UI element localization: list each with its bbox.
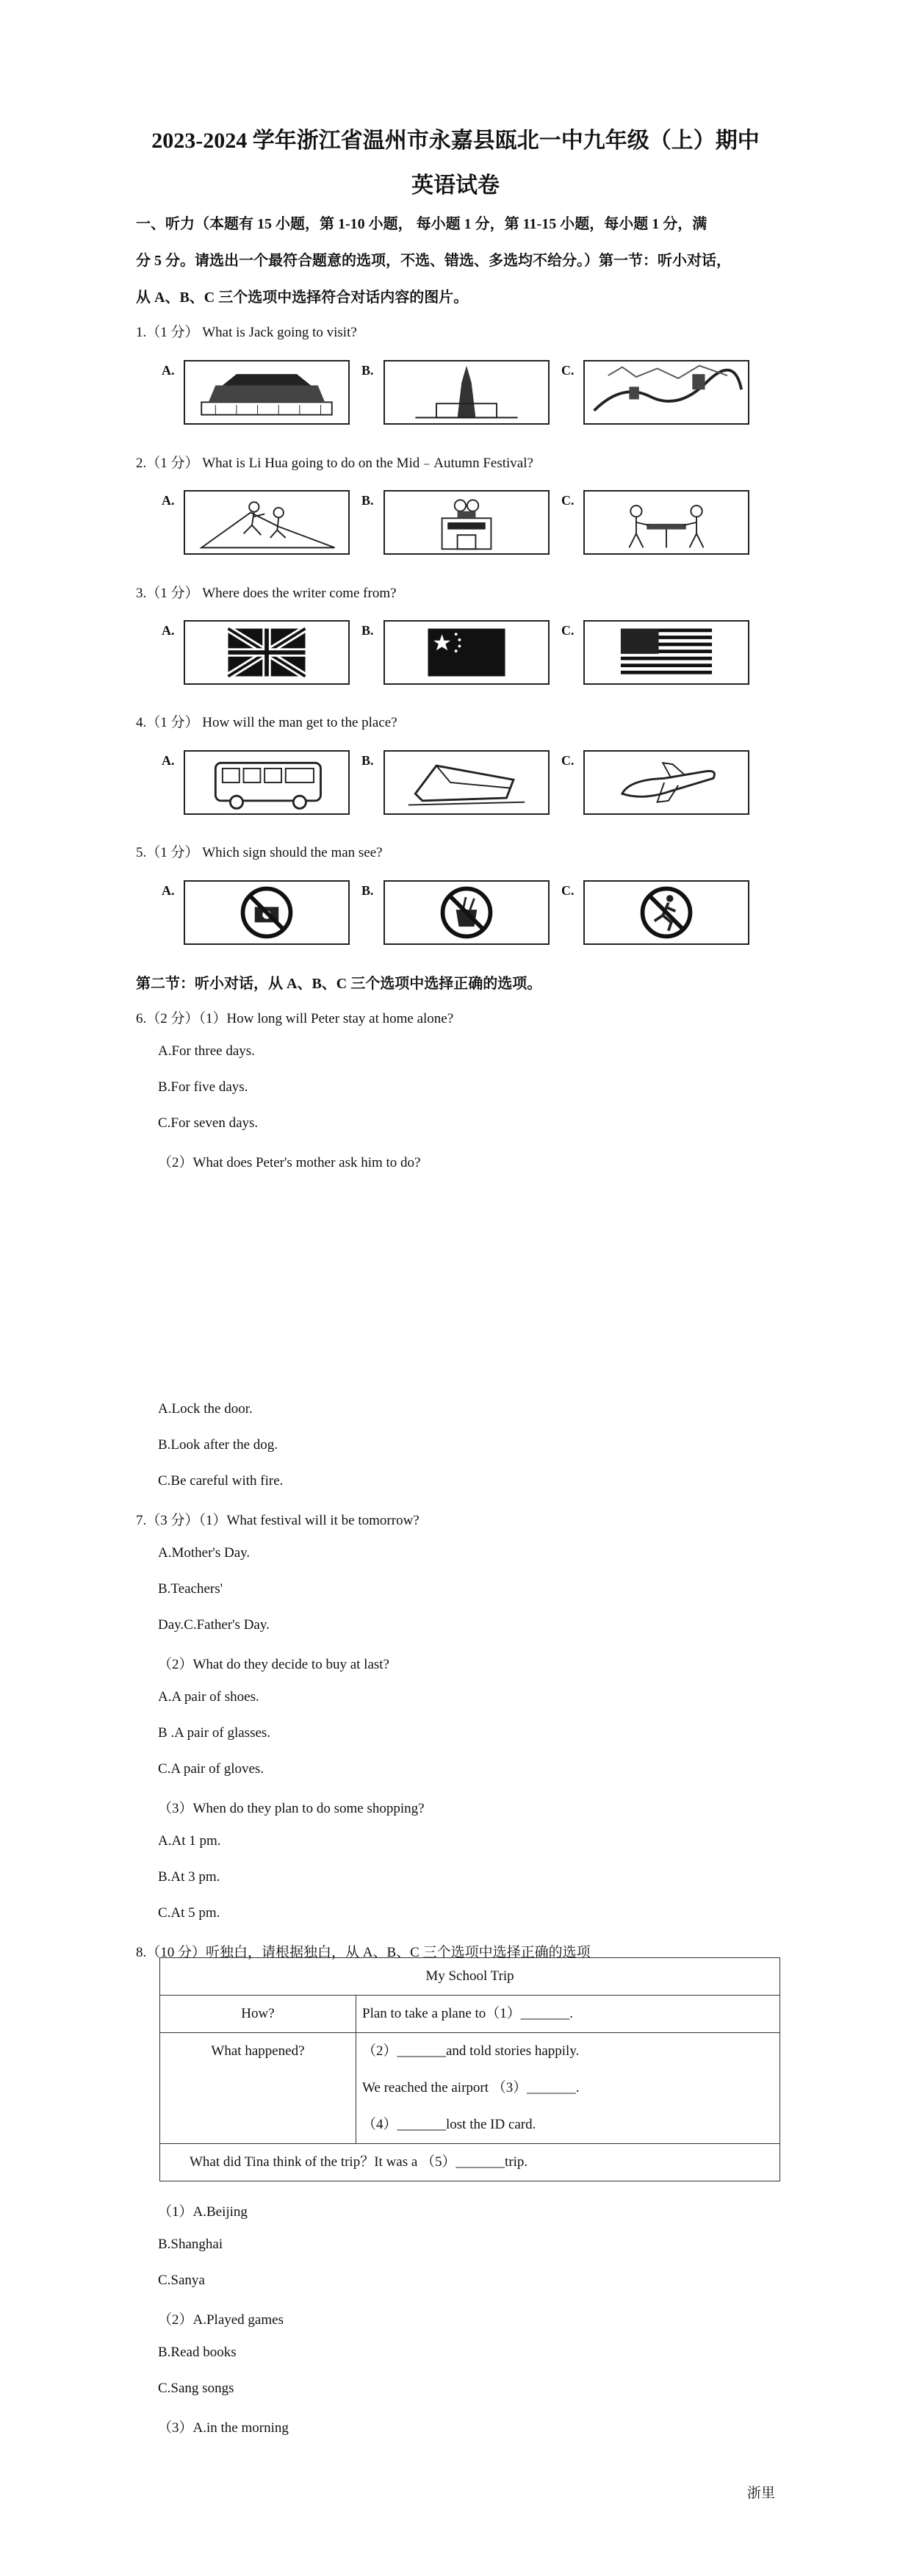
question-5: 5.（1 分） Which sign should the man see? (136, 845, 383, 860)
table-value-cell (356, 2033, 780, 2144)
option-c[interactable] (561, 614, 749, 685)
question-6-2-option-c[interactable]: C.Be careful with fire. (158, 1473, 284, 1489)
uk-flag-icon (184, 620, 350, 685)
option-label: A. (162, 753, 175, 768)
option-c[interactable] (561, 744, 749, 815)
question-7-2-option-b[interactable]: B .A pair of glasses. (158, 1725, 271, 1741)
no-running-icon (583, 880, 749, 945)
option-label: C. (561, 753, 575, 768)
think-line: What did Tina think of the trip？It was a （5）_______trip. (190, 2154, 528, 2170)
question-4: 4.（1 分） How will the man get to the place? (136, 715, 397, 730)
question-6-sub-2: （2）What does Peter's mother ask him to do? (158, 1155, 421, 1170)
table-title: My School Trip (425, 1968, 514, 1984)
question-1-options (162, 354, 749, 425)
happened-line: （2）_______and told stories happily. (362, 2043, 580, 2059)
question-2: 2.（1 分） What is Li Hua going to do on the Mid﹣Autumn Festival? (136, 456, 533, 471)
question-7-3-option-c[interactable]: C.At 5 pm. (158, 1905, 220, 1921)
option-label: C. (561, 363, 575, 378)
option-b[interactable] (361, 484, 550, 555)
section1-instruction (136, 206, 731, 316)
page-footer: 浙里 (746, 2486, 775, 2501)
option-label: A. (162, 363, 175, 378)
answer-option[interactable]: （2）A.Played games (158, 2312, 284, 2328)
option-label: B. (361, 883, 374, 898)
section2-instruction: 第二节：听小对话，从 A、B、C 三个选项中选择正确的选项。 (136, 976, 542, 992)
table-think-cell (160, 2144, 780, 2181)
question-3: 3.（1 分） Where does the writer come from? (136, 586, 397, 601)
option-label: B. (361, 363, 374, 378)
option-b[interactable] (361, 874, 550, 945)
no-photo-icon (184, 880, 350, 945)
great-wall-icon (583, 360, 749, 425)
question-7-sub-3: （3）When do they plan to do some shopping? (158, 1801, 425, 1816)
question-6-2-option-b[interactable]: B.Look after the dog. (158, 1437, 278, 1453)
question-7-2-option-c[interactable]: C.A pair of gloves. (158, 1761, 264, 1777)
option-c[interactable] (561, 874, 749, 945)
option-label: B. (361, 753, 374, 768)
question-7-option-c[interactable]: Day.C.Father's Day. (158, 1617, 270, 1633)
tower-icon (384, 360, 550, 425)
answer-option[interactable]: B.Read books (158, 2345, 237, 2360)
question-8: 8.（10 分）听独白，请根据独白，从 A、B、C 三个选项中选择正确的选项 (136, 1945, 591, 1960)
instruction-line: 从 A、B、C 三个选项中选择符合对话内容的图片。 (136, 289, 469, 306)
china-flag-icon (384, 620, 550, 685)
table-label-cell (160, 1996, 356, 2033)
option-a[interactable] (162, 744, 350, 815)
option-a[interactable] (162, 874, 350, 945)
table-label-cell (160, 2033, 356, 2144)
option-a[interactable] (162, 354, 350, 425)
option-label: A. (162, 493, 175, 508)
table-title-cell (160, 1958, 780, 1996)
option-a[interactable] (162, 614, 350, 685)
instruction-line: 分 5 分。请选出一个最符合题意的选项，不选、错选、多选均不给分。）第一节：听小对话， (136, 253, 731, 269)
option-c[interactable] (561, 354, 749, 425)
chess-icon (583, 490, 749, 555)
climbing-icon (184, 490, 350, 555)
option-label: B. (361, 493, 374, 508)
question-7-3-option-a[interactable]: A.At 1 pm. (158, 1833, 221, 1849)
us-flag-icon (583, 620, 749, 685)
option-b[interactable] (361, 354, 550, 425)
answer-option[interactable]: B.Shanghai (158, 2237, 223, 2252)
happened-label: What happened? (211, 2043, 305, 2059)
how-label: How? (241, 2006, 275, 2021)
question-6-2-option-a[interactable]: A.Lock the door. (158, 1401, 253, 1417)
question-2-options (162, 484, 749, 555)
option-label: C. (561, 493, 575, 508)
question-7-3-option-b[interactable]: B.At 3 pm. (158, 1869, 220, 1885)
train-icon (384, 750, 550, 815)
question-4-options (162, 744, 749, 815)
option-label: C. (561, 623, 575, 638)
question-7-2-option-a[interactable]: A.A pair of shoes. (158, 1689, 259, 1705)
question-6-option-b[interactable]: B.For five days. (158, 1079, 248, 1095)
cinema-icon (384, 490, 550, 555)
page-subtitle: 英语试卷 (411, 173, 500, 198)
option-b[interactable] (361, 744, 550, 815)
happened-line: We reached the airport （3）_______. (362, 2080, 580, 2095)
option-a[interactable] (162, 484, 350, 555)
question-7-option-a[interactable]: A.Mother's Day. (158, 1545, 251, 1561)
question-7-sub-2: （2）What do they decide to buy at last? (158, 1657, 389, 1672)
school-trip-table (159, 1957, 780, 2181)
question-6-option-a[interactable]: A.For three days. (158, 1043, 255, 1059)
question-7-option-b[interactable]: B.Teachers' (158, 1581, 223, 1597)
answer-option[interactable]: C.Sang songs (158, 2381, 234, 2396)
option-label: A. (162, 883, 175, 898)
palace-icon (184, 360, 350, 425)
table-value-cell (356, 1996, 780, 2033)
page-title: 2023-2024 学年浙江省温州市永嘉县瓯北一中九年级（上）期中 (151, 129, 760, 153)
question-6: 6.（2 分）（1）How long will Peter stay at home alone? (136, 1011, 454, 1026)
how-value: Plan to take a plane to（1）_______. (362, 2006, 574, 2021)
happened-line: （4）_______lost the ID card. (362, 2117, 536, 2132)
question-6-option-c[interactable]: C.For seven days. (158, 1115, 259, 1131)
question-1: 1.（1 分） What is Jack going to visit? (136, 325, 357, 340)
option-label: A. (162, 623, 175, 638)
option-label: C. (561, 883, 575, 898)
answer-option[interactable]: （1）A.Beijing (158, 2204, 248, 2220)
bus-icon (184, 750, 350, 815)
plane-icon (583, 750, 749, 815)
instruction-line: 一、听力（本题有 15 小题，第 1-10 小题， 每小题 1 分，第 11-15 小题，每小题 1 分，满 (136, 216, 707, 232)
option-b[interactable] (361, 614, 550, 685)
question-7: 7.（3 分）（1）What festival will it be tomorrow? (136, 1513, 420, 1528)
no-food-icon (384, 880, 550, 945)
option-c[interactable] (561, 484, 749, 555)
option-label: B. (361, 623, 374, 638)
question-5-options (162, 874, 749, 945)
question-3-options (162, 614, 749, 685)
answer-option[interactable]: C.Sanya (158, 2273, 205, 2288)
answer-option[interactable]: （3）A.in the morning (158, 2420, 289, 2436)
